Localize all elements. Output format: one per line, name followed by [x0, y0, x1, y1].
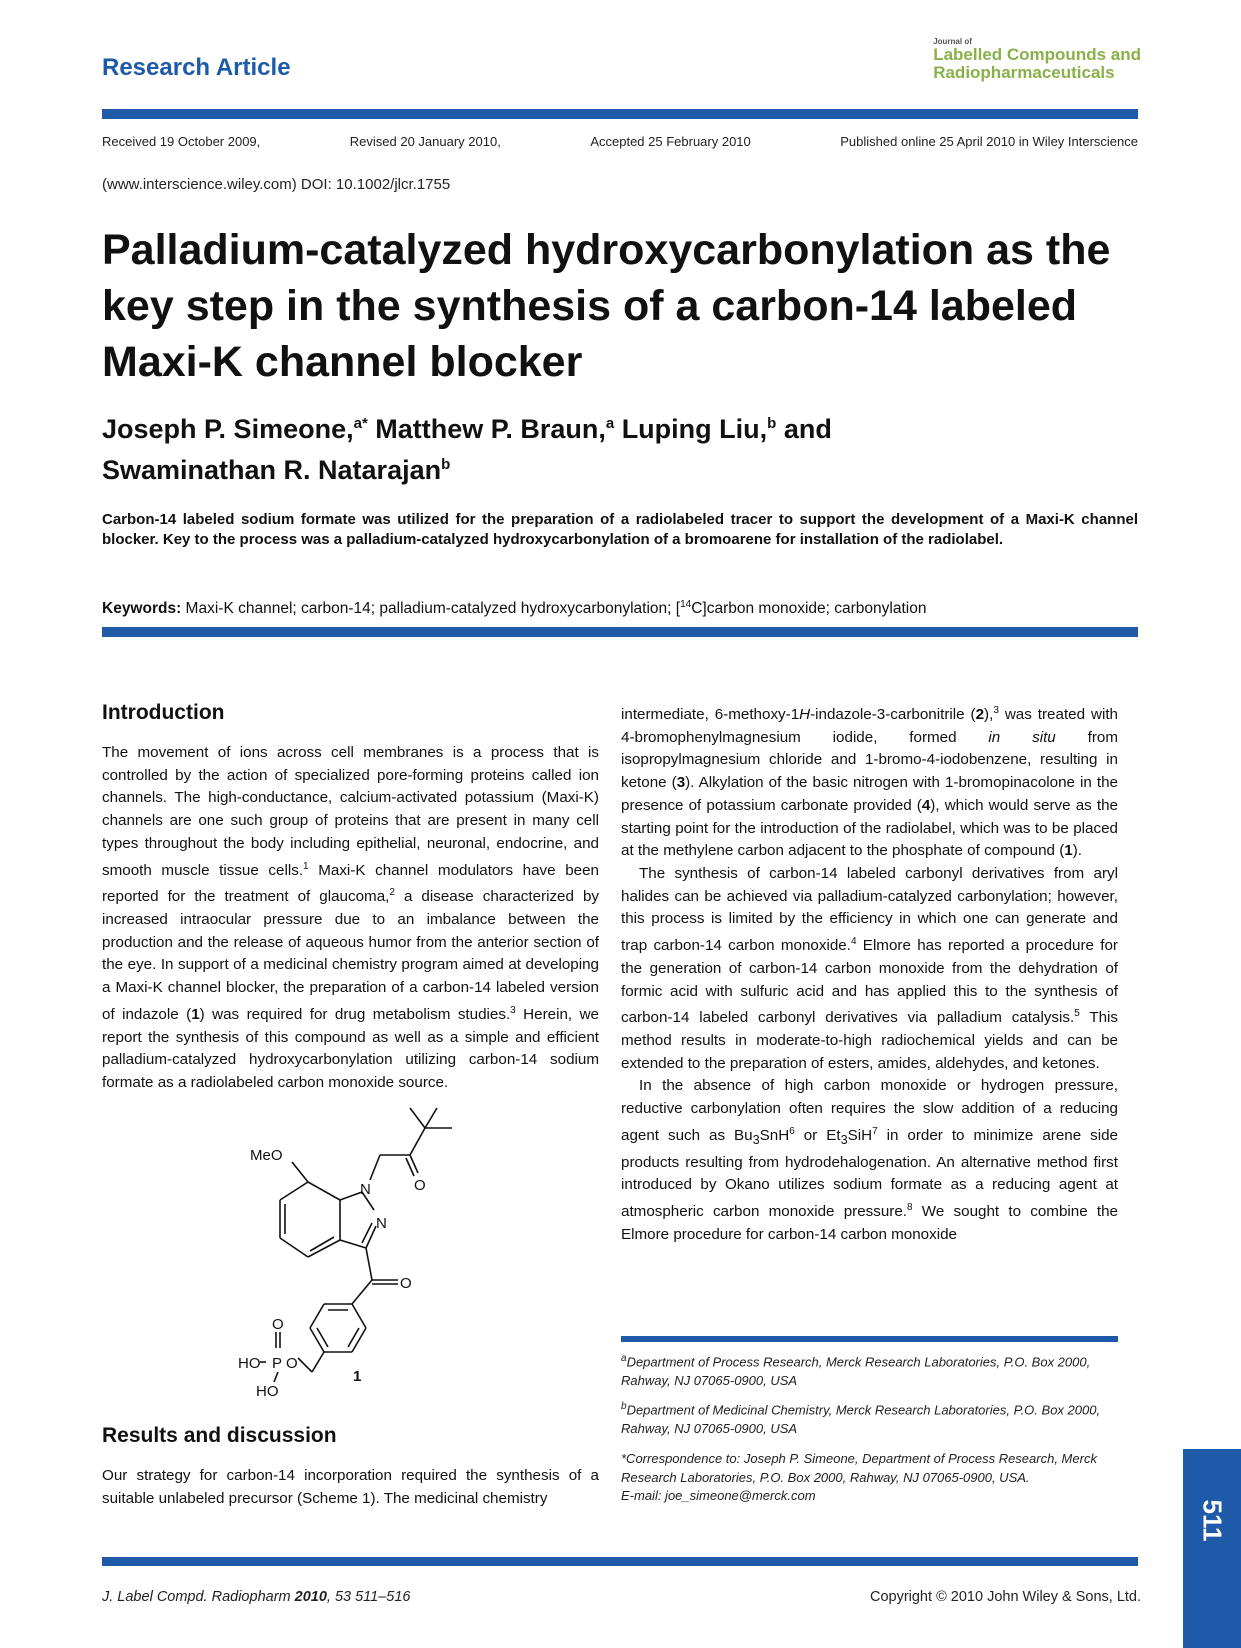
text: ), which would serve as the starting point for the introduction of the radiolabel, which was to be placed at the methylene carbon adjacent to the phosphate of compound ( — [621, 796, 1118, 860]
author-sup: b — [767, 415, 777, 432]
footnote-affil-b — [621, 1398, 1118, 1438]
author-sup: a* — [353, 415, 368, 432]
author-and: and — [776, 414, 832, 444]
journal-logo-small: Journal of — [933, 37, 972, 46]
right-paragraph-1 — [621, 700, 1118, 863]
footnote-text: Department of Medicinal Chemistry, Merck Research Laboratories, P.O. Box 2000, Rahway, NJ 07065-0900, USA — [621, 1402, 1101, 1436]
text: in order to minimize arene side products resulting from hydrodehalogenation. An alternative method first introduced by Okano utilizes sodium formate as a reducing agent at atmospheric carbon monoxide pressure. — [621, 1126, 1118, 1221]
text-italic: in situ — [988, 728, 1056, 746]
ref: 6 — [789, 1125, 795, 1137]
ref: 1 — [303, 860, 309, 872]
ref: 7 — [872, 1125, 878, 1137]
text: ), — [984, 706, 994, 724]
right-paragraph-3 — [621, 1075, 1118, 1246]
results-paragraph — [102, 1465, 599, 1510]
footnote-rule — [621, 1336, 1118, 1342]
text: was treated with 4-bromophenylmagnesium iodide, formed — [621, 706, 1118, 746]
footnote-correspondence — [621, 1450, 1118, 1506]
intro-heading: Introduction — [102, 701, 225, 724]
label-meo: MeO — [250, 1147, 283, 1164]
compound-label: 1 — [353, 1368, 362, 1385]
copyright-text: Copyright — [869, 1589, 937, 1605]
copyright-text: 2010 John Wiley & Sons, Ltd. — [946, 1589, 1141, 1605]
section-label: Research Article — [102, 54, 291, 81]
ref: 4 — [850, 936, 857, 948]
ref: 2 — [389, 887, 395, 899]
label-o-ketone: O — [414, 1177, 426, 1194]
intro-text: a disease characterized by increased intraocular pressure due to an imbalance between the production and the release of aqueous humor from the anterior section of the eye. In support of a medicinal chemistry program aimed at developing a Maxi-K channel blocker, the preparation of a carbon-14 labeled version of indazole ( — [102, 888, 599, 1023]
author-natarajan: Swaminathan R. Natarajan — [102, 455, 442, 485]
compound-1-structure — [230, 1100, 500, 1400]
footer-copyright — [870, 1589, 1141, 1605]
footer-journal: J. Label Compd. Radiopharm — [102, 1589, 295, 1605]
text: SnH — [759, 1126, 790, 1144]
author-sup: b — [441, 456, 451, 473]
text: ). — [1072, 842, 1083, 860]
label-o-carbonyl: O — [400, 1275, 412, 1292]
keywords-text: Maxi-K channel; carbon-14; palladium-catalyzed hydroxycarbonylation; [ — [181, 600, 681, 618]
author-sup: a — [605, 415, 615, 432]
journal-logo — [933, 38, 1141, 82]
abstract: Carbon-14 labeled sodium formate was utilized for the preparation of a radiolabeled tracer to support the development of a Maxi-K channel blocker. Key to the process was a palladium-catalyzed hydroxycarbonylation of a bromoarene for installation of the radiolabel. — [102, 511, 1138, 548]
label-ho1: HO — [238, 1355, 261, 1372]
text: intermediate, 6-methoxy-1 — [621, 706, 800, 724]
keywords — [102, 599, 1138, 618]
footer-citation — [102, 1589, 411, 1605]
results-heading: Results and discussion — [102, 1424, 337, 1447]
intro-paragraph — [102, 742, 599, 1095]
label-n1: N — [360, 1181, 371, 1198]
article-dates — [102, 134, 1138, 149]
ref: 5 — [1074, 1008, 1080, 1020]
label-o-link: O — [286, 1355, 298, 1372]
intro-text: Herein, we report the synthesis of this compound as well as a simple and efficient palladium-catalyzed hydroxycarbonylation utilizing carbon-14 sodium formate as a radiolabeled carbon monoxide source. — [102, 1005, 599, 1092]
text: We sought to combine the Elmore procedure for carbon-14 carbon monoxide — [621, 1203, 1119, 1243]
footnote-sup: a — [621, 1353, 627, 1364]
ref: 3 — [993, 705, 999, 716]
ref: 3 — [510, 1004, 516, 1016]
intro-text: Maxi-K channel modulators have been reported for the treatment of glaucoma, — [102, 861, 599, 906]
accepted-date: Accepted 25 February 2010 — [590, 134, 751, 149]
correspondence-text: *Correspondence to: Joseph P. Simeone, Department of Process Research, Merck Research Laboratories, P.O. Box 2000, Rahway, NJ 07065-0900, USA. — [621, 1451, 1097, 1485]
page-number: 511 — [1197, 1499, 1228, 1542]
footer-volume: , 53 511–516 — [326, 1589, 411, 1605]
keywords-label: Keywords: — [102, 600, 182, 618]
revised-date: Revised 20 January 2010, — [349, 134, 501, 149]
correspondence-email: E-mail: joe_simeone@merck.com — [621, 1488, 816, 1503]
text: from isopropylmagnesium chloride and 1-bromo-4-iodobenzene, resulting in ketone ( — [621, 728, 1118, 792]
published-date: Published online 25 April 2010 in Wiley Interscience — [840, 134, 1138, 149]
copyright-icon: © — [936, 1589, 947, 1605]
footer-year: 2010 — [294, 1589, 327, 1605]
results-text: Our strategy for carbon-14 incorporation required the synthesis of a suitable unlabeled precursor (Scheme 1). The medicinal chemistry — [102, 1467, 599, 1507]
label-p: P — [272, 1355, 283, 1372]
compound-ref: 2 — [975, 706, 985, 724]
article-title: Palladium-catalyzed hydroxycarbonylation as the key step in the synthesis of a carbon-14 labeled Maxi-K channel blocker — [102, 226, 1111, 386]
compound-ref: 4 — [921, 796, 931, 814]
label-o-phosphoryl: O — [272, 1316, 284, 1333]
keywords-text-after: C]carbon monoxide; carbonylation — [691, 600, 927, 618]
author-list — [102, 406, 1102, 488]
right-paragraph-2 — [621, 863, 1118, 1075]
text: SiH — [847, 1126, 873, 1144]
abstract-rule — [102, 627, 1138, 637]
keywords-sup: 14 — [680, 599, 692, 610]
compound-ref: 3 — [676, 774, 686, 792]
footer-rule — [102, 1557, 1138, 1566]
text: This method results in moderate-to-high radiochemical yields and can be extended to the preparation of esters, amides, aldehydes, and ketones. — [621, 1009, 1119, 1072]
footnote-text: Department of Process Research, Merck Research Laboratories, P.O. Box 2000, Rahway, NJ 07065-0900, USA — [621, 1354, 1091, 1388]
journal-logo-line1: Labelled Compounds and — [933, 45, 1141, 65]
ref: 8 — [907, 1202, 913, 1214]
received-date: Received 19 October 2009, — [102, 134, 261, 149]
compound-ref: 1 — [191, 1005, 200, 1023]
footnote-sup: b — [621, 1401, 627, 1412]
author-liu: Luping Liu, — [614, 414, 768, 444]
right-column — [621, 700, 1118, 1247]
text: or Et — [794, 1126, 841, 1144]
text: In the absence of high carbon monoxide or hydrogen pressure, reductive carbonylation often requires the slow addition of a reducing agent such as Bu — [621, 1077, 1118, 1144]
label-n2: N — [376, 1215, 387, 1232]
doi-line: (www.interscience.wiley.com) DOI: 10.1002/jlcr.1755 — [102, 176, 451, 193]
author-simeone: Joseph P. Simeone, — [102, 414, 354, 444]
text: The synthesis of carbon-14 labeled carbonyl derivatives from aryl halides can be achieved via palladium-catalyzed carbonylation; however, this process is limited by the efficiency in which one can generate and trap carbon-14 carbon monoxide. — [621, 864, 1118, 955]
journal-logo-line2: Radiopharmaceuticals — [933, 63, 1115, 83]
subscript: 3 — [840, 1132, 848, 1147]
text: Elmore has reported a procedure for the generation of carbon-14 carbon monoxide from the dehydration of formic acid with sulfuric acid and has applied this to the synthesis of carbon-14 labeled carbonyl derivatives via palladium catalysis. — [621, 937, 1118, 1027]
author-braun: Matthew P. Braun, — [367, 414, 606, 444]
intro-text: ) was required for drug metabolism studies. — [199, 1005, 511, 1023]
label-ho2: HO — [256, 1383, 279, 1400]
text-italic: H — [799, 706, 811, 724]
header-rule — [102, 109, 1138, 119]
text: -indazole-3-carbonitrile ( — [810, 706, 976, 724]
footnote-affil-a — [621, 1350, 1118, 1390]
text: ). Alkylation of the basic nitrogen with 1-bromopinacolone in the presence of potassium carbonate provided ( — [621, 774, 1118, 814]
compound-ref: 1 — [1064, 842, 1073, 860]
subscript: 3 — [752, 1132, 760, 1147]
intro-text: The movement of ions across cell membranes is a process that is controlled by the action of specialized pore-forming proteins called ion channels. The high-conductance, calcium-activated potassium (Maxi-K) channels are one such group of proteins that are present in many cell types throughout the body including epithelial, neuronal, endocrine, and smooth muscle tissue cells. — [102, 744, 599, 879]
